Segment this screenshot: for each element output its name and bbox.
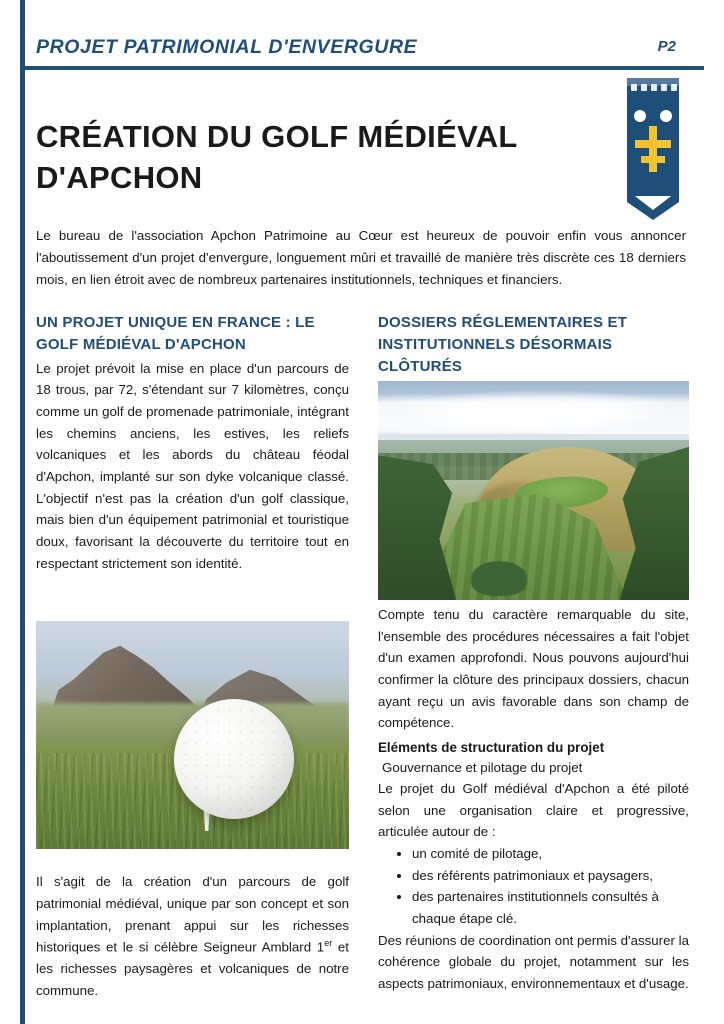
right-section-heading: DOSSIERS RÉGLEMENTAIRES ET INSTITUTIONNELS DÉSORMAIS CLÔTURÉS	[378, 314, 628, 375]
golf-course-green-photo	[378, 381, 689, 600]
intro-paragraph: Le bureau de l'association Apchon Patrimoine au Cœur est heureux de pouvoir enfin vous annoncer l'aboutissement d'un projet d'envergure, longuement mûri et travaillé de manière très discrète ces 18 derniers mois, en lien étroit avec de nombreux partenaires institutionnels, techniques et financiers.	[36, 228, 686, 287]
header-title: PROJET PATRIMONIAL D'ENVERGURE	[36, 36, 418, 58]
right-column-body	[378, 604, 689, 995]
page-number: P2	[657, 38, 676, 55]
left-section-heading: UN PROJET UNIQUE EN FRANCE : LE GOLF MÉDIÉVAL D'APCHON	[36, 314, 315, 353]
right-sub-heading-2: Gouvernance et pilotage du projet	[382, 760, 583, 776]
golf-ball-on-tee-photo	[36, 621, 349, 849]
course-clouds	[378, 390, 689, 434]
caption-text-before: Il s'agit de la création d'un parcours de golf patrimonial médiéval, unique par son concept et son implantation, prenant appui sur les richesses historiques et le si célèbre Seigneur Amblard 1	[36, 874, 349, 955]
list-item: • des référents patrimoniaux et paysagers,	[412, 865, 689, 887]
governance-bullet-list	[378, 843, 689, 930]
page-header	[25, 36, 704, 74]
photo-golf-ball	[174, 699, 294, 819]
right-paragraph-2: Le projet du Golf médiéval d'Apchon a été piloté selon une organisation claire et progressive, articulée autour de :	[378, 781, 689, 840]
right-paragraph-1: Compte tenu du caractère remarquable du site, l'ensemble des procédures nécessaires a fait l'objet d'un examen approfondi. Nous pouvons aujourd'hui confirmer la clôture des principaux dossiers, chacun ayant reçu un avis favorable dans son champ de compétence.	[378, 607, 689, 731]
left-section-paragraph: Le projet prévoit la mise en place d'un parcours de 18 trous, par 72, s'étendant sur 7 kilomètres, conçu comme un golf de promenade patrimoniale, intégrant les chemins anciens, les estives, les reliefs volcaniques et les abords du château féodal d'Apchon, implanté sur son dyke volcanique classé. L'objectif n'est pas la création d'un golf classique, mais bien d'un équipement patrimonial et touristique doux, favorisant la découverte du territoire tout en respectant strictement son identité.	[36, 360, 349, 571]
right-column	[378, 312, 689, 379]
left-photo-caption	[36, 871, 349, 1001]
course-bush	[471, 561, 527, 596]
list-item: • des partenaires institutionnels consultés à chaque étape clé.	[412, 886, 689, 929]
right-sub-heading: Eléments de structuration du projet	[378, 740, 605, 756]
right-paragraph-3: Des réunions de coordination ont permis d'assurer la cohérence globale du projet, notamment sur les aspects patrimoniaux, environnementaux et d'usage.	[378, 932, 689, 992]
caption-ordinal-suffix: er	[324, 938, 333, 949]
header-divider	[25, 66, 704, 70]
banner-svg	[625, 78, 681, 220]
list-item: • un comité de pilotage,	[412, 843, 689, 865]
apchon-coat-of-arms-banner	[625, 78, 681, 220]
caption-text-after: et les richesses paysagères et volcaniques de notre commune.	[36, 939, 349, 999]
left-blue-rule	[20, 0, 25, 1024]
left-column	[36, 312, 349, 574]
page-title: CRÉATION DU GOLF MÉDIÉVAL D'APCHON	[36, 118, 518, 195]
